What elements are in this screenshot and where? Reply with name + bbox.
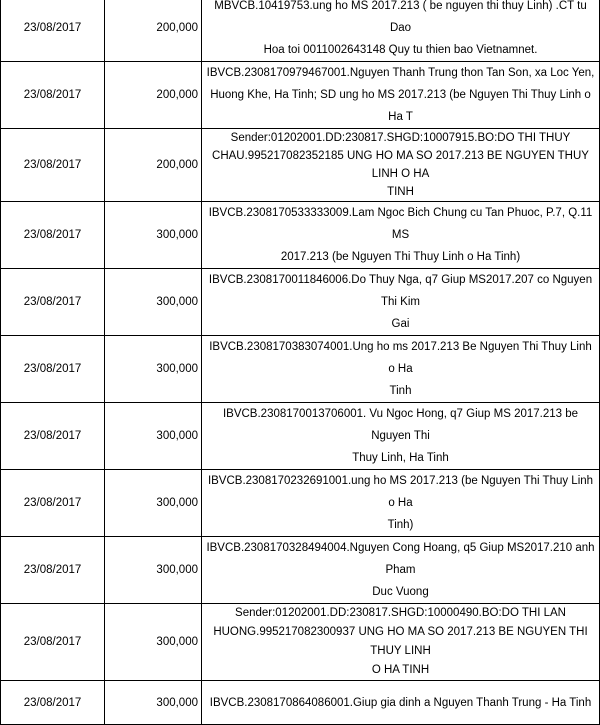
description-cell: IBVCB.2308170232691001.ung ho MS 2017.213 (be Nguyen Thi Thuy Linh o Ha Tinh) (202, 470, 600, 537)
date-cell: 23/08/2017 (1, 202, 105, 269)
table-row (1, 470, 600, 537)
description-cell: IBVCB.2308170979467001.Nguyen Thanh Trung thon Tan Son, xa Loc Yen, Huong Khe, Ha Tinh; SD ung ho MS 2017.213 (be Nguyen Thi Thuy Linh o Ha T (202, 62, 600, 129)
amount-cell: 300,000 (105, 269, 202, 336)
table-row (1, 269, 600, 336)
amount-cell: 200,000 (105, 129, 202, 202)
amount-cell: 300,000 (105, 336, 202, 403)
date-cell: 23/08/2017 (1, 0, 105, 62)
amount-cell: 200,000 (105, 0, 202, 62)
description-cell: IBVCB.2308170383074001.Ung ho ms 2017.213 Be Nguyen Thi Thuy Linh o Ha Tinh (202, 336, 600, 403)
date-cell: 23/08/2017 (1, 537, 105, 604)
description-cell: IBVCB.2308170864086001.Giup gia dinh a Nguyen Thanh Trung - Ha Tinh (202, 681, 600, 725)
description-cell: IBVCB.2308170013706001. Vu Ngoc Hong, q7 Giup MS 2017.213 be Nguyen Thi Thuy Linh, Ha Tinh (202, 403, 600, 470)
amount-cell: 300,000 (105, 470, 202, 537)
table-row (1, 62, 600, 129)
date-cell: 23/08/2017 (1, 336, 105, 403)
description-cell: IBVCB.2308170011846006.Do Thuy Nga, q7 Giup MS2017.207 co Nguyen Thi Kim Gai (202, 269, 600, 336)
table-row (1, 336, 600, 403)
table-row (1, 403, 600, 470)
date-cell: 23/08/2017 (1, 129, 105, 202)
table-row (1, 537, 600, 604)
table-row (1, 202, 600, 269)
date-cell: 23/08/2017 (1, 604, 105, 681)
amount-cell: 200,000 (105, 62, 202, 129)
table-row (1, 604, 600, 681)
description-cell: Sender:01202001.DD:230817.SHGD:10007915.BO:DO THI THUY CHAU.995217082352185 UNG HO MA SO 2017.213 BE NGUYEN THUY LINH O HA TINH (202, 129, 600, 202)
amount-cell: 300,000 (105, 403, 202, 470)
table-row (1, 681, 600, 725)
table-row (1, 0, 600, 62)
date-cell: 23/08/2017 (1, 403, 105, 470)
description-cell: Sender:01202001.DD:230817.SHGD:10000490.BO:DO THI LAN HUONG.995217082300937 UNG HO MA SO 2017.213 BE NGUYEN THI THUY LINH O HA TINH (202, 604, 600, 681)
description-cell: IBVCB.2308170328494004.Nguyen Cong Hoang, q5 Giup MS2017.210 anh Pham Duc Vuong (202, 537, 600, 604)
description-cell: IBVCB.2308170533333009.Lam Ngoc Bich Chung cu Tan Phuoc, P.7, Q.11 MS 2017.213 (be Nguyen Thi Thuy Linh o Ha Tinh) (202, 202, 600, 269)
description-cell: MBVCB.10419753.ung ho MS 2017.213 ( be nguyen thi thuy Linh) .CT tu Dao Hoa toi 0011002643148 Quy tu thien bao Vietnamnet. (202, 0, 600, 62)
date-cell: 23/08/2017 (1, 470, 105, 537)
table-row (1, 129, 600, 202)
date-cell: 23/08/2017 (1, 62, 105, 129)
amount-cell: 300,000 (105, 604, 202, 681)
amount-cell: 300,000 (105, 681, 202, 725)
date-cell: 23/08/2017 (1, 681, 105, 725)
amount-cell: 300,000 (105, 537, 202, 604)
amount-cell: 300,000 (105, 202, 202, 269)
date-cell: 23/08/2017 (1, 269, 105, 336)
